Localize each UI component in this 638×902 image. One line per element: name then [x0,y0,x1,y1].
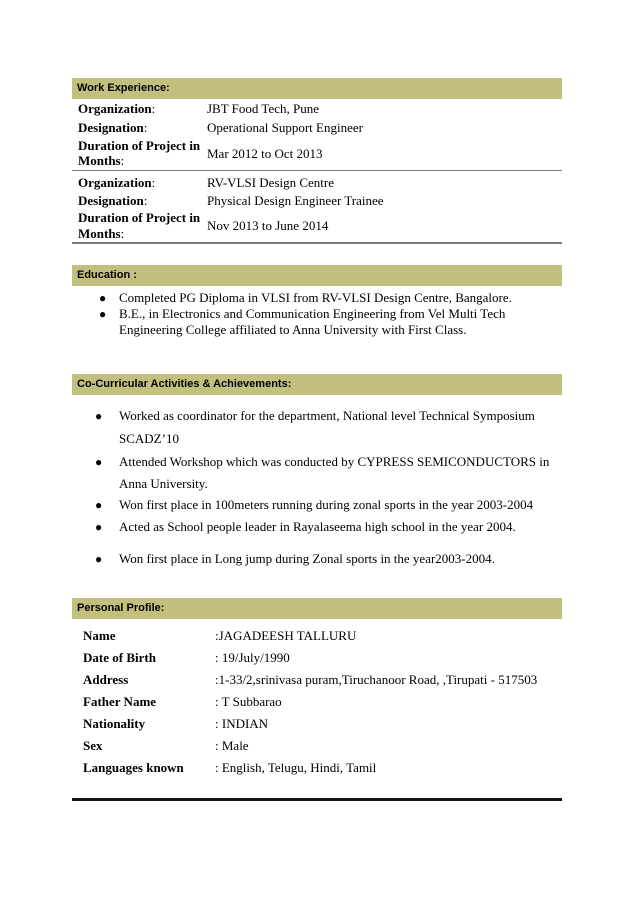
education-bullet-1: ● [99,291,107,305]
activity-item-2: Attended Workshop which was conducted by CYPRESS SEMICONDUCTORS in [119,454,550,469]
activity-item-1: Worked as coordinator for the department, National level Technical Symposium [119,408,535,423]
job2-duration-value: Nov 2013 to June 2014 [207,218,329,233]
work-bottom-rule [72,242,562,244]
profile-father-value: : T Subbarao [215,694,282,709]
job2-duration-label-1: Duration of Project in [78,210,201,225]
job1-des-label: Designation: [78,120,148,135]
job2-des-value: Physical Design Engineer Trainee [207,193,384,208]
activity-item-3: Won first place in 100meters running during zonal sports in the year 2003-2004 [119,497,534,512]
profile-name-value: :JAGADEESH TALLURU [215,628,357,643]
personal-profile-heading: Personal Profile: [72,598,562,619]
profile-address-label: Address [83,672,129,687]
profile-languages-value: : English, Telugu, Hindi, Tamil [215,760,377,775]
activity-bullet-2: ● [95,455,103,469]
job1-duration-label-1: Duration of Project in [78,138,201,153]
education-bullet-2: ● [99,307,107,321]
profile-name-label: Name [83,628,116,643]
job1-duration-value: Mar 2012 to Oct 2013 [207,146,323,161]
activities-heading: Co-Curricular Activities & Achievements: [72,374,562,395]
profile-dob-label: Date of Birth [83,650,156,665]
work-experience-heading: Work Experience: [72,78,562,99]
activity-item-2-cont: Anna University. [119,476,208,491]
profile-nationality-label: Nationality [83,716,146,731]
activity-item-1-cont: SCADZ’10 [119,431,179,446]
education-item-2-cont: Engineering College affiliated to Anna University with First Class. [119,322,467,337]
job1-des-value: Operational Support Engineer [207,120,363,135]
job1-org-label: Organization: [78,101,156,116]
profile-address-value: :1-33/2,srinivasa puram,Tiruchanoor Road, ,Tirupati - 517503 [215,672,538,687]
personal-bottom-rule [72,798,562,801]
profile-sex-label: Sex [83,738,103,753]
job1-org-value: JBT Food Tech, Pune [207,101,320,116]
activity-bullet-5: ● [95,552,103,566]
job1-duration-label-2: Months: [78,153,125,168]
education-heading: Education : [72,265,562,286]
profile-languages-label: Languages known [83,760,184,775]
job2-org-label: Organization: [78,175,156,190]
activity-bullet-3: ● [95,498,103,512]
activity-item-5: Won first place in Long jump during Zonal sports in the year2003-2004. [119,551,495,566]
education-item-2: B.E., in Electronics and Communication Engineering from Vel Multi Tech [119,306,506,321]
job2-duration-label-2: Months: [78,226,125,241]
activity-item-4: Acted as School people leader in Rayalaseema high school in the year 2004. [119,519,516,534]
profile-nationality-value: : INDIAN [215,716,269,731]
job2-org-value: RV-VLSI Design Centre [207,175,335,190]
job2-des-label: Designation: [78,193,148,208]
profile-father-label: Father Name [83,694,157,709]
activity-bullet-4: ● [95,520,103,534]
activity-bullet-1: ● [95,409,103,423]
profile-sex-value: : Male [215,738,249,753]
job-divider [72,170,562,171]
profile-dob-value: : 19/July/1990 [215,650,290,665]
education-item-1: Completed PG Diploma in VLSI from RV-VLSI Design Centre, Bangalore. [119,290,512,305]
